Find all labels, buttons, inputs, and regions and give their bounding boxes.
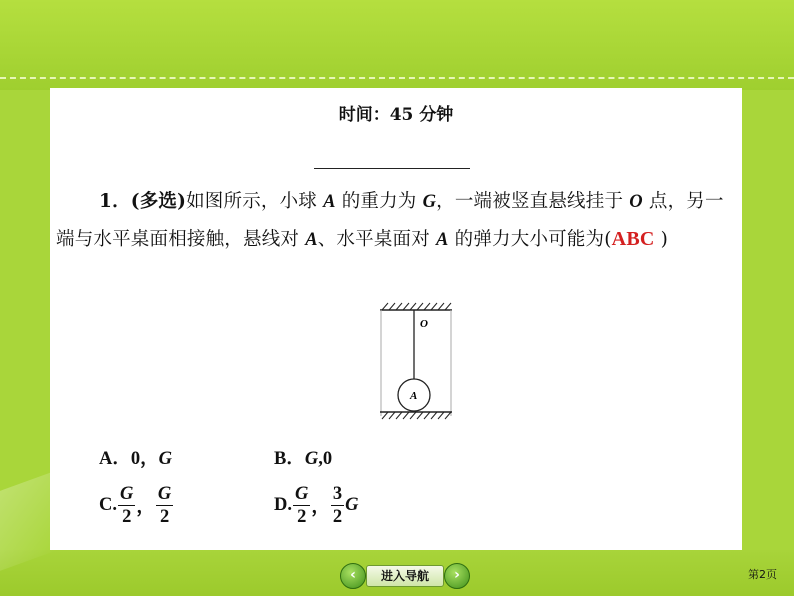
question-part: ): [654, 229, 668, 250]
var-point: O: [629, 192, 643, 212]
var-weight: G: [422, 192, 437, 212]
enter-navigation-button[interactable]: 进入导航: [366, 565, 444, 587]
chevron-left-icon: ‹: [350, 567, 356, 583]
ceiling-hatch: [382, 303, 451, 310]
option-c: C. $\frac{G}{2}$ ， $\frac{G}{2}$: [99, 484, 172, 527]
label-a: A: [410, 390, 418, 402]
option-b: B．G,0: [274, 449, 333, 469]
table-hatch: [382, 412, 451, 419]
label-o: O: [420, 318, 428, 330]
question-part: ，一端被竖直悬线挂于: [436, 191, 630, 212]
question-text: [56, 183, 740, 259]
fraction: $\frac{G}{2}$: [120, 484, 134, 527]
title-rule: [314, 168, 470, 169]
content-panel: [50, 88, 742, 550]
chevron-right-icon: ›: [454, 567, 460, 583]
page-number: 第2页: [748, 568, 777, 581]
question-part: 的弹力大小可能为(: [448, 229, 612, 250]
next-page-button[interactable]: [444, 563, 470, 589]
question-part: 点，另一端与水平桌面相接触，悬线对: [56, 191, 724, 250]
fraction: $\frac{3}{2}$: [332, 484, 343, 527]
option-d: D. $\frac{G}{2}$ ， $\frac{3}{2}$ G: [274, 484, 359, 527]
time-title: 时间：45 分钟: [338, 105, 454, 125]
var-ball: A: [305, 230, 318, 250]
dashed-divider: [0, 77, 794, 79]
question-part: 如图所示，小球: [186, 191, 324, 212]
navigation-bar: [340, 561, 468, 589]
question-part: 、水平桌面对: [317, 229, 437, 250]
fraction: $\frac{G}{2}$: [295, 484, 309, 527]
var-ball: A: [436, 230, 449, 250]
pendulum-figure: [376, 298, 456, 428]
question-tag: (多选): [130, 191, 187, 212]
prev-page-button[interactable]: [340, 563, 366, 589]
option-a: A．0，G: [99, 449, 173, 469]
answer: ABC: [611, 228, 655, 250]
var-ball: A: [323, 192, 336, 212]
question-part: 的重力为: [335, 191, 423, 212]
fraction: $\frac{G}{2}$: [157, 484, 172, 527]
question-number: 1．: [99, 191, 131, 212]
